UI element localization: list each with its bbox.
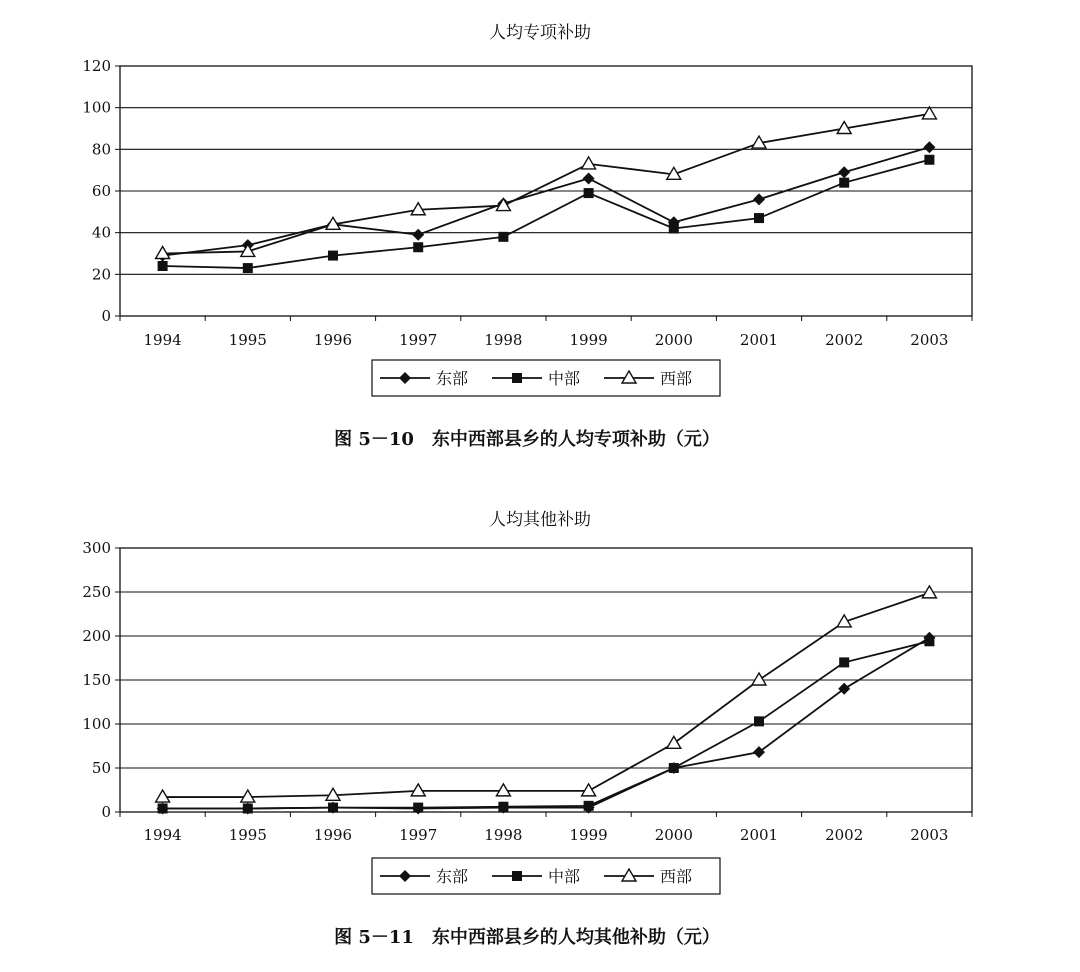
x-tick-label: 1998 bbox=[484, 826, 523, 844]
x-tick-label: 2000 bbox=[654, 826, 693, 844]
data-point-square bbox=[498, 232, 508, 242]
y-tick-label: 0 bbox=[101, 307, 111, 325]
data-point-diamond bbox=[923, 141, 935, 153]
x-tick-label: 1995 bbox=[228, 331, 267, 349]
legend bbox=[372, 858, 720, 894]
y-tick-label: 100 bbox=[82, 715, 111, 733]
x-tick-label: 1996 bbox=[313, 826, 353, 844]
data-point-square bbox=[669, 763, 679, 773]
data-point-square bbox=[839, 178, 849, 188]
data-point-diamond bbox=[412, 229, 424, 241]
data-point-square bbox=[839, 657, 849, 667]
y-tick-label: 50 bbox=[91, 759, 111, 777]
y-tick-label: 60 bbox=[91, 182, 111, 200]
data-point-square bbox=[924, 155, 934, 165]
legend-label: 西部 bbox=[660, 867, 693, 886]
data-point-triangle bbox=[922, 107, 936, 119]
x-tick-label: 1994 bbox=[143, 826, 182, 844]
x-tick-label: 2001 bbox=[739, 331, 779, 349]
y-tick-label: 120 bbox=[82, 57, 111, 75]
data-point-square bbox=[328, 803, 338, 813]
y-tick-label: 80 bbox=[91, 140, 111, 159]
data-point-square bbox=[413, 242, 423, 252]
y-tick-label: 40 bbox=[91, 223, 111, 242]
x-tick-label: 1996 bbox=[313, 331, 353, 349]
legend-label: 西部 bbox=[660, 369, 693, 388]
data-point-triangle bbox=[156, 790, 170, 802]
y-tick-label: 200 bbox=[82, 627, 111, 645]
legend bbox=[372, 360, 720, 396]
legend-label: 中部 bbox=[548, 867, 581, 886]
data-point-square bbox=[754, 716, 764, 726]
figure-caption: 图 5－10 东中西部县乡的人均专项补助（元） bbox=[334, 429, 720, 450]
x-tick-label: 2001 bbox=[739, 826, 779, 844]
y-tick-label: 150 bbox=[82, 671, 111, 689]
data-point-triangle bbox=[496, 784, 510, 796]
legend-label: 中部 bbox=[548, 369, 581, 388]
data-point-diamond bbox=[753, 193, 765, 205]
series-line-3 bbox=[163, 593, 930, 797]
data-point-square bbox=[584, 801, 594, 811]
legend-label: 东部 bbox=[436, 867, 469, 886]
data-point-square bbox=[243, 263, 253, 273]
x-tick-label: 1995 bbox=[228, 826, 267, 844]
y-tick-label: 20 bbox=[91, 265, 111, 284]
chart-title: 人均专项补助 bbox=[489, 23, 591, 43]
x-tick-label: 2002 bbox=[825, 331, 864, 349]
legend-marker-square bbox=[512, 373, 522, 383]
series-line-1 bbox=[163, 638, 930, 809]
x-tick-label: 2003 bbox=[910, 331, 949, 349]
figure-caption: 图 5－11 东中西部县乡的人均其他补助（元） bbox=[334, 927, 720, 948]
data-point-square bbox=[924, 636, 934, 646]
y-tick-label: 250 bbox=[82, 583, 111, 601]
data-point-square bbox=[328, 251, 338, 261]
data-point-diamond bbox=[583, 173, 595, 185]
data-point-triangle bbox=[582, 784, 596, 796]
y-tick-label: 300 bbox=[82, 539, 111, 557]
data-point-triangle bbox=[582, 157, 596, 169]
x-tick-label: 2002 bbox=[825, 826, 864, 844]
data-point-square bbox=[413, 803, 423, 813]
legend-label: 东部 bbox=[436, 369, 469, 388]
data-point-square bbox=[584, 188, 594, 198]
y-tick-label: 0 bbox=[101, 803, 111, 821]
data-point-triangle bbox=[667, 736, 681, 748]
x-tick-label: 1997 bbox=[399, 826, 438, 844]
data-point-square bbox=[243, 803, 253, 813]
x-tick-label: 1999 bbox=[569, 826, 608, 844]
data-point-square bbox=[158, 261, 168, 271]
x-tick-label: 1998 bbox=[484, 331, 523, 349]
series-line-1 bbox=[163, 147, 930, 255]
x-tick-label: 1999 bbox=[569, 331, 608, 349]
data-point-square bbox=[498, 802, 508, 812]
data-point-triangle bbox=[411, 784, 425, 796]
series-line-2 bbox=[163, 160, 930, 268]
data-point-square bbox=[158, 803, 168, 813]
series-line-2 bbox=[163, 641, 930, 808]
x-tick-label: 2003 bbox=[910, 826, 949, 844]
legend-marker-square bbox=[512, 871, 522, 881]
data-point-square bbox=[669, 224, 679, 234]
data-point-diamond bbox=[838, 166, 850, 178]
chart-1 bbox=[82, 23, 972, 450]
chart-title: 人均其他补助 bbox=[489, 510, 591, 530]
y-tick-label: 100 bbox=[82, 98, 111, 117]
data-point-triangle bbox=[752, 673, 766, 685]
chart-2 bbox=[82, 509, 972, 948]
x-tick-label: 2000 bbox=[654, 331, 693, 349]
x-tick-label: 1997 bbox=[399, 331, 438, 349]
data-point-square bbox=[754, 213, 764, 223]
x-tick-label: 1994 bbox=[143, 331, 182, 349]
